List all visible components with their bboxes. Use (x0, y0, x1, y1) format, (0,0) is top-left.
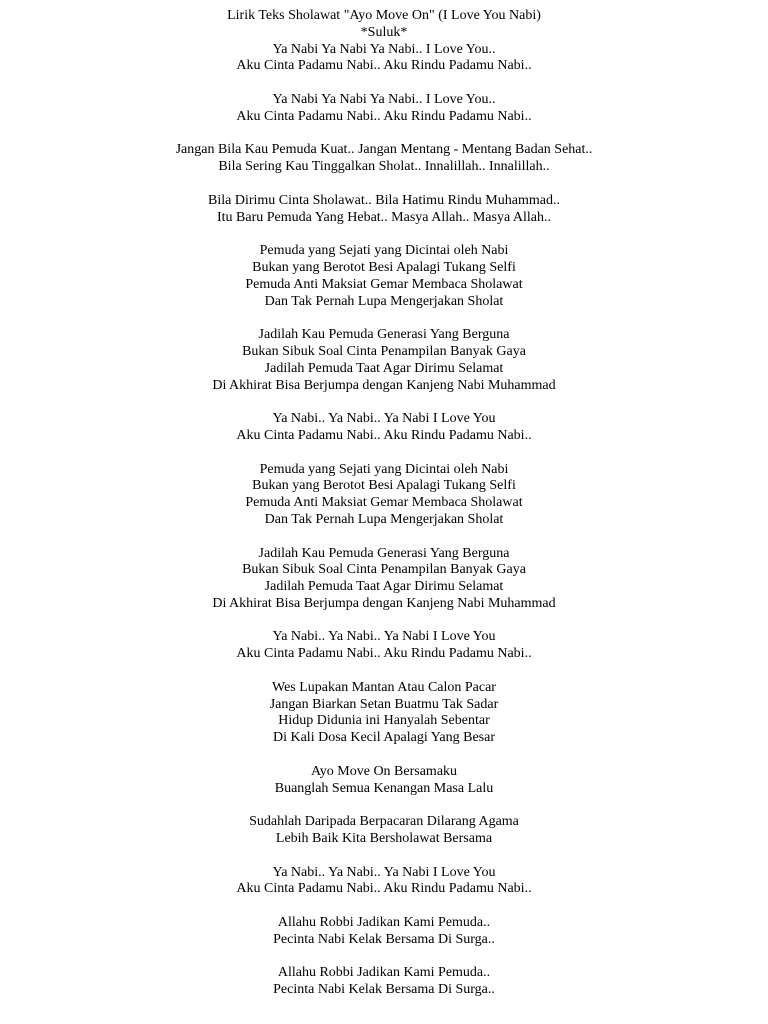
lyric-line: Buanglah Semua Kenangan Masa Lalu (274, 780, 494, 796)
lyric-line: Di Kali Dosa Kecil Apalagi Yang Besar (272, 730, 496, 746)
lyric-line: Ayo Move On Bersamaku (310, 763, 458, 779)
lyric-line: Jangan Biarkan Setan Buatmu Tak Sadar (269, 696, 499, 712)
lyric-line: Lebih Baik Kita Bersholawat Bersama (275, 831, 493, 847)
lyric-stanza (0, 546, 768, 613)
lyric-line: Jadilah Kau Pemuda Generasi Yang Berguna (258, 327, 510, 343)
lyric-line: Wes Lupakan Mantan Atau Calon Pacar (272, 679, 496, 695)
lyric-line: Pemuda yang Sejati yang Dicintai oleh Nabi (259, 243, 509, 259)
lyric-stanza (0, 865, 768, 899)
lyric-stanza (0, 193, 768, 227)
lyric-line: Aku Cinta Padamu Nabi.. Aku Rindu Padamu Nabi.. (236, 108, 532, 124)
lyrics-document (0, 8, 768, 999)
lyric-stanza (0, 680, 768, 747)
lyric-line: Pecinta Nabi Kelak Bersama Di Surga.. (273, 931, 495, 947)
lyric-line: Jangan Bila Kau Pemuda Kuat.. Jangan Mentang - Mentang Badan Sehat.. (175, 142, 593, 158)
lyric-line: Pecinta Nabi Kelak Bersama Di Surga.. (273, 982, 495, 998)
title-stanza (0, 8, 768, 75)
lyric-line: Aku Cinta Padamu Nabi.. Aku Rindu Padamu Nabi.. (236, 881, 532, 897)
lyric-stanza (0, 462, 768, 529)
lyric-line: Di Akhirat Bisa Berjumpa dengan Kanjeng Nabi Muhammad (212, 595, 556, 611)
lyric-stanza (0, 764, 768, 798)
lyric-stanza (0, 629, 768, 663)
lyric-line: Hidup Didunia ini Hanyalah Sebentar (278, 713, 490, 729)
lyric-stanza (0, 814, 768, 848)
lyric-stanza (0, 92, 768, 126)
lyric-stanza (0, 327, 768, 394)
lyric-stanza (0, 411, 768, 445)
lyric-line: Bukan Sibuk Soal Cinta Penampilan Banyak Gaya (242, 562, 526, 578)
lyric-stanza (0, 243, 768, 310)
lyric-line: Ya Nabi Ya Nabi Ya Nabi.. I Love You.. (272, 91, 496, 107)
lyric-line: Jadilah Kau Pemuda Generasi Yang Berguna (258, 545, 510, 561)
lyric-stanza (0, 915, 768, 949)
lyric-line: *Suluk* (360, 24, 408, 40)
lyric-line: Aku Cinta Padamu Nabi.. Aku Rindu Padamu Nabi.. (236, 427, 532, 443)
lyric-line: Dan Tak Pernah Lupa Mengerjakan Sholat (264, 293, 504, 309)
lyric-stanza (0, 142, 768, 176)
lyric-line: Bila Sering Kau Tinggalkan Sholat.. Innalillah.. Innalillah.. (218, 159, 550, 175)
lyric-line: Bila Dirimu Cinta Sholawat.. Bila Hatimu Rindu Muhammad.. (208, 192, 560, 208)
lyric-line: Dan Tak Pernah Lupa Mengerjakan Sholat (264, 511, 504, 527)
lyric-line: Aku Cinta Padamu Nabi.. Aku Rindu Padamu Nabi.. (236, 646, 532, 662)
lyric-line: Pemuda Anti Maksiat Gemar Membaca Sholawat (245, 495, 523, 511)
lyric-line: Ya Nabi.. Ya Nabi.. Ya Nabi I Love You (272, 629, 496, 645)
document-title: Lirik Teks Sholawat "Ayo Move On" (I Love You Nabi) (227, 8, 541, 23)
lyric-line: Jadilah Pemuda Taat Agar Dirimu Selamat (264, 360, 504, 376)
lyric-line: Di Akhirat Bisa Berjumpa dengan Kanjeng Nabi Muhammad (212, 377, 556, 393)
lyric-line: Ya Nabi.. Ya Nabi.. Ya Nabi I Love You (272, 411, 496, 427)
lyric-line: Itu Baru Pemuda Yang Hebat.. Masya Allah.. Masya Allah.. (216, 209, 551, 225)
lyric-line: Pemuda yang Sejati yang Dicintai oleh Nabi (259, 461, 509, 477)
lyric-line: Jadilah Pemuda Taat Agar Dirimu Selamat (264, 579, 504, 595)
lyric-line: Allahu Robbi Jadikan Kami Pemuda.. (277, 915, 491, 931)
lyric-line: Allahu Robbi Jadikan Kami Pemuda.. (277, 965, 491, 981)
lyric-line: Ya Nabi.. Ya Nabi.. Ya Nabi I Love You (272, 864, 496, 880)
lyric-line: Aku Cinta Padamu Nabi.. Aku Rindu Padamu Nabi.. (236, 58, 532, 74)
lyric-line: Bukan Sibuk Soal Cinta Penampilan Banyak Gaya (242, 343, 526, 359)
lyric-line: Sudahlah Daripada Berpacaran Dilarang Agama (249, 814, 519, 830)
lyric-line: Bukan yang Berotot Besi Apalagi Tukang Selfi (252, 478, 516, 494)
lyric-line: Bukan yang Berotot Besi Apalagi Tukang Selfi (252, 259, 516, 275)
lyric-line: Pemuda Anti Maksiat Gemar Membaca Sholawat (245, 276, 523, 292)
lyric-line: Ya Nabi Ya Nabi Ya Nabi.. I Love You.. (272, 41, 496, 57)
lyric-stanza (0, 965, 768, 999)
